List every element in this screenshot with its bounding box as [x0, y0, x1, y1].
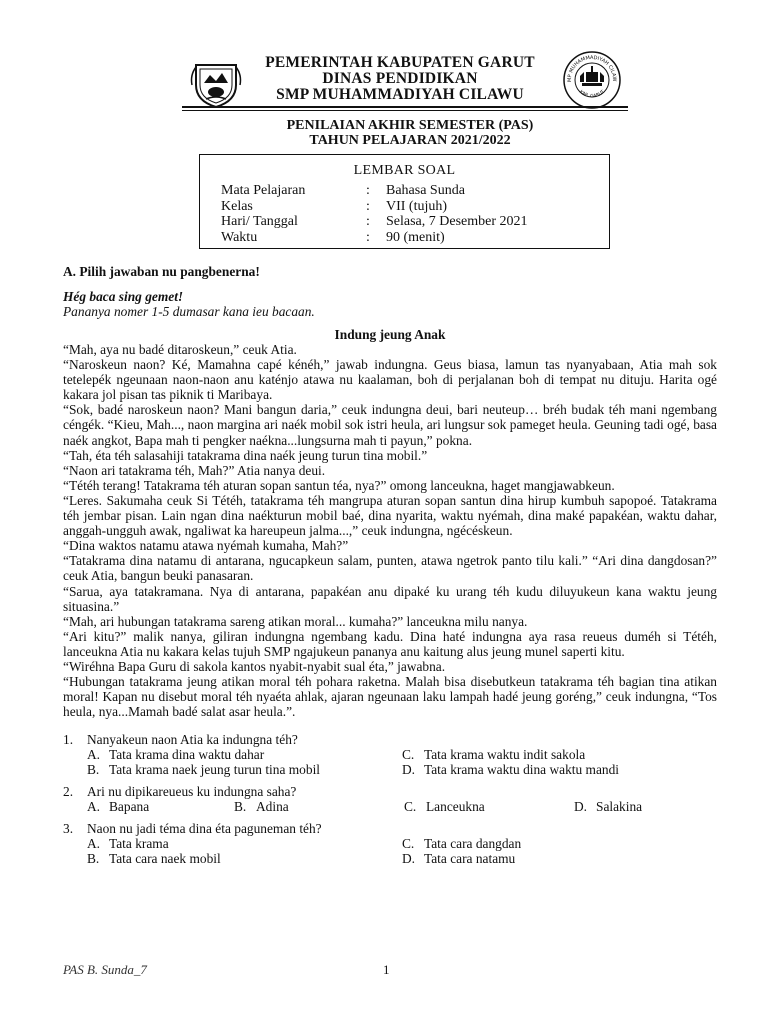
emblem-bottom-text: KAB. GARUT [578, 89, 606, 100]
info-rows [221, 183, 586, 245]
footer-document-name: PAS B. Sunda_7 [63, 962, 147, 977]
question-list [63, 732, 717, 866]
emblem-ring-text: MP MUHAMMADIYAH CILAW [566, 54, 618, 82]
story-paragraph: “Ari kitu?” malik nanya, giliran indungna ngembang kadu. Dina haté indungna aya rasa reueus duméh si Tétéh, lanceukna Atia nu kakara kelas tujuh SMP ngajukeun pananya anu kaitung alus jeung munel saperti kitu. [63, 628, 717, 659]
option-c: C. Tata cara dangdan [402, 836, 522, 852]
story-paragraph: “Dina waktos natamu atawa nyémah kumaha, Mah?” [63, 538, 349, 554]
info-heading: LEMBAR SOAL [353, 163, 456, 178]
exam-content [63, 264, 717, 873]
option-d: D. Salakina [574, 799, 643, 815]
info-label: Kelas [221, 198, 253, 214]
section-heading: A. Pilih jawaban nu pangbenerna! [63, 264, 260, 279]
header-line-school: SMP MUHAMMADIYAH CILAWU [276, 86, 524, 103]
story-paragraph: “Sok, badé naroskeun naon? Mani bangun daria,” ceuk indungna deui, bari neuteup… bréh budak téh mani ngembang céngék. “Kieu, Mah..., naon margina ari naék mobil sok istri heula, ari lungsur sok pameget heula. Geuning tadi ogé, basa naék angkot, Bapa mah ti pengker naékna...lungsurna mah ti payun,” pokna. [63, 402, 717, 448]
info-colon: : [366, 183, 370, 198]
option-b: B. Adina [234, 799, 289, 815]
option-c: C. Tata krama waktu indit sakola [402, 747, 586, 763]
exam-year: TAHUN PELAJARAN 2021/2022 [309, 133, 511, 148]
school-header [230, 55, 570, 103]
story-paragraph: “Naon ari tatakrama téh, Mah?” Atia nanya deui. [63, 462, 326, 478]
info-row-class [221, 199, 586, 215]
question-stem: Ari nu dipikareueus ku indungna saha? [87, 784, 297, 800]
info-value: VII (tujuh) [386, 198, 448, 214]
svg-text:KAB. GARUT [578, 89, 606, 99]
info-colon: : [366, 198, 370, 214]
info-value: Bahasa Sunda [386, 183, 465, 198]
story-paragraph: “Wiréhna Bapa Guru di sakola kantos nyabit-nyabit sual éta,” jawabna. [63, 658, 446, 674]
info-row-date [221, 214, 586, 230]
exam-title: PENILAIAN AKHIR SEMESTER (PAS) [286, 118, 534, 133]
question-1 [63, 732, 717, 777]
option-a: A. Tata krama dina waktu dahar [87, 747, 265, 763]
muhammadiyah-school-emblem-icon [562, 50, 622, 110]
story-paragraph: “Mah, aya nu badé ditaroskeun,” ceuk Atia. [63, 342, 297, 357]
footer-page-number: 1 [383, 962, 390, 977]
question-number: 3. [63, 821, 74, 837]
question-2 [63, 784, 717, 814]
option-d: D. Tata cara natamu [402, 851, 516, 867]
info-row-subject [221, 183, 586, 199]
info-value: Selasa, 7 Desember 2021 [386, 214, 528, 229]
story-paragraph: “Leres. Sakumaha ceuk Si Tétéh, tatakrama téh mangrupa aturan sopan santun dina hirup kumbuh sapopoé. Tatakrama téh jembar pisan. Lain ngan dina naékturun mobil baé, dina nyarita, waktu nyémah, dina maké papakéan, waktu dahar, anggah-ungguh awak, ngaliwat ka hareupeun jalma...,” ceuk indungna, ngécéskeun. [63, 492, 717, 539]
header-line-government: PEMERINTAH KABUPATEN GARUT [265, 54, 535, 71]
info-colon: : [366, 229, 370, 245]
option-c: C. Lanceukna [404, 799, 485, 815]
option-d: D. Tata krama waktu dina waktu mandi [402, 762, 620, 778]
info-value: 90 (menit) [386, 229, 445, 245]
reading-instruction: Hég baca sing gemet! [63, 289, 184, 304]
question-3 [63, 821, 717, 866]
story-paragraph: “Naroskeun naon? Ké, Mamahna capé kénéh,” jawab indungna. Geus biasa, lamun tas nyanyabaan, Atia mah sok tetelepék ngeunaan naon-naon anu katénjo atawa nu kaalaman, boh di perjalanan boh di tempat nu dituju. Harita ogé kakara jol pisan tas piknik ti Maribaya. [63, 357, 717, 403]
option-a: A. Bapana [87, 799, 150, 815]
question-stem: Nanyakeun naon Atia ka indungna téh? [87, 732, 298, 748]
question-number: 1. [63, 732, 74, 748]
info-label: Hari/ Tanggal [221, 214, 298, 229]
story-paragraph: “Tatakrama dina natamu di antarana, ngucapkeun salam, punten, atawa ngetrok panto tilu kali.” “Ari dina dangdosan?” ceuk Atia, bangun beuki panasaran. [63, 553, 717, 584]
info-label: Waktu [221, 229, 258, 245]
story-paragraph: “Tah, éta téh salasahiji tatakrama dina naék jeung turun tina mobil.” [63, 447, 428, 463]
option-b: B. Tata krama naek jeung turun tina mobil [87, 762, 321, 778]
story-title: Indung jeung Anak [334, 327, 446, 342]
option-b: B. Tata cara naek mobil [87, 851, 221, 867]
header-rule-thick [182, 106, 628, 108]
story-paragraph: “Tétéh terang! Tatakrama téh aturan sopan santun téa, nya?” omong lanceukna, haget mangjawabkeun. [63, 477, 615, 493]
story-body [63, 342, 717, 719]
story-paragraph: “Hubungan tatakrama jeung atikan moral téh pohara raketna. Malah bisa disebutkeun tatakrama téh bagian tina atikan moral! Kapan nu disebut moral téh nyaéta ahlak, ajaran ngeunaan laku lampah hadé jeung goréng,” ceuk indungna, “Tos heula, nya...Mamah badé salat asar heula.”. [63, 674, 717, 720]
header-rule-thin [182, 110, 628, 111]
exam-title-block [200, 118, 620, 148]
story-paragraph: “Mah, ari hubungan tatakrama sareng atikan moral... kumaha?” lanceukna milu nanya. [63, 613, 528, 629]
option-a: A. Tata krama [87, 836, 169, 852]
reading-scope-note: Pananya nomer 1-5 dumasar kana ieu bacaan. [63, 304, 315, 319]
header-line-office: DINAS PENDIDIKAN [322, 70, 478, 87]
exam-info-box [199, 154, 610, 249]
info-label: Mata Pelajaran [221, 183, 306, 198]
story-paragraph: “Sarua, aya tatakramana. Nya di antarana, papakéan anu dipaké ku urang téh kudu diluyukeun kana waktu jeung situasina.” [63, 583, 717, 614]
info-row-time [221, 230, 586, 246]
info-colon: : [366, 214, 370, 229]
question-number: 2. [63, 784, 74, 800]
question-stem: Naon nu jadi téma dina éta paguneman téh? [87, 821, 322, 837]
